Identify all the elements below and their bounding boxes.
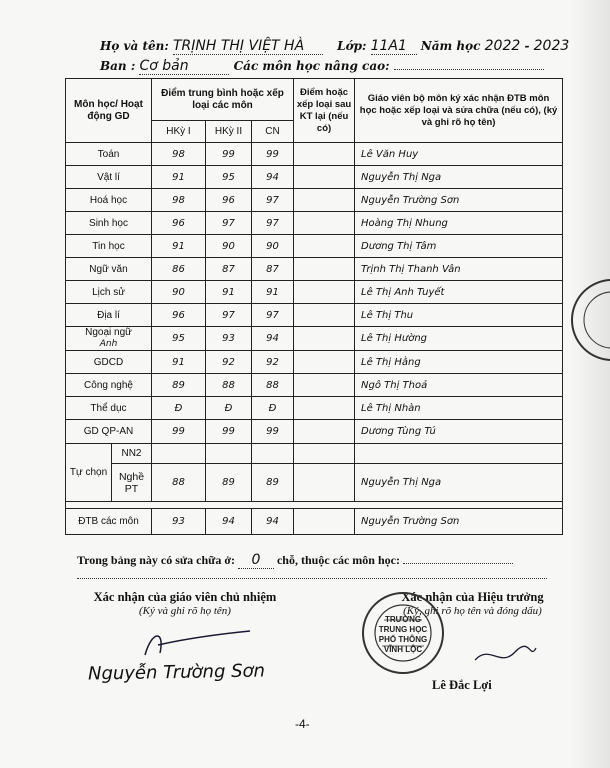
stream-value: Cơ bản bbox=[139, 58, 229, 75]
teacher-signature: Dương Tùng Tú bbox=[355, 420, 563, 444]
score-hk2: 97 bbox=[206, 304, 252, 327]
table-row bbox=[66, 464, 563, 502]
score-hk2: 91 bbox=[206, 281, 252, 304]
score-cn: 94 bbox=[252, 327, 294, 351]
principal-title: Xác nhận của Hiệu trưởng bbox=[401, 590, 544, 604]
subject-cell: GDCD bbox=[66, 351, 152, 374]
score-hk2: 92 bbox=[206, 351, 252, 374]
retake-cell bbox=[294, 374, 355, 397]
stream-info-line bbox=[100, 58, 544, 75]
table-row bbox=[66, 420, 563, 444]
principal-signature bbox=[470, 640, 540, 670]
table-row bbox=[66, 143, 563, 166]
score-cn: 97 bbox=[252, 304, 294, 327]
subject-name: Ngoại ngữ bbox=[85, 327, 132, 338]
teacher-signature: Trịnh Thị Thanh Vân bbox=[355, 258, 563, 281]
total-cn: 94 bbox=[252, 509, 294, 535]
score-cn: 94 bbox=[252, 166, 294, 189]
teacher-signature: Dương Thị Tâm bbox=[355, 235, 563, 258]
table-row bbox=[66, 212, 563, 235]
class-label: Lớp: bbox=[337, 39, 367, 53]
header-cn: CN bbox=[252, 121, 294, 143]
score-hk2: 99 bbox=[206, 420, 252, 444]
table-row bbox=[66, 166, 563, 189]
elective-subject: NN2 bbox=[112, 444, 152, 464]
subject-cell: Sinh học bbox=[66, 212, 152, 235]
retake-cell bbox=[294, 397, 355, 420]
teacher-signature: Lê Thị Hằng bbox=[355, 351, 563, 374]
retake-cell bbox=[294, 143, 355, 166]
retake-cell bbox=[294, 444, 355, 464]
score-hk1: 98 bbox=[152, 189, 206, 212]
score-hk2: 88 bbox=[206, 374, 252, 397]
score-hk1: 96 bbox=[152, 212, 206, 235]
score-hk1: 95 bbox=[152, 327, 206, 351]
subject-cell: Công nghệ bbox=[66, 374, 152, 397]
score-cn: 90 bbox=[252, 235, 294, 258]
table-row bbox=[66, 189, 563, 212]
homeroom-confirmation bbox=[80, 590, 290, 617]
score-hk1: 86 bbox=[152, 258, 206, 281]
retake-cell bbox=[294, 189, 355, 212]
table-row bbox=[66, 235, 563, 258]
score-hk2 bbox=[206, 444, 252, 464]
elective-subject: Nghề PT bbox=[112, 464, 152, 502]
table-row bbox=[66, 444, 563, 464]
table-total-row bbox=[66, 509, 563, 535]
retake-cell bbox=[294, 420, 355, 444]
subject-cell: Toán bbox=[66, 143, 152, 166]
retake-cell bbox=[294, 166, 355, 189]
teacher-signature: Lê Thị Anh Tuyết bbox=[355, 281, 563, 304]
score-hk1: 90 bbox=[152, 281, 206, 304]
stream-label: Ban : bbox=[100, 59, 136, 73]
year-from: 2022 bbox=[484, 38, 521, 54]
header-hk1: HKỳ I bbox=[152, 121, 206, 143]
subject-cell: Tin học bbox=[66, 235, 152, 258]
corrections-subjects bbox=[403, 563, 513, 564]
table-header-row bbox=[66, 79, 563, 121]
corrections-note bbox=[77, 552, 513, 569]
header-hk2: HKỳ II bbox=[206, 121, 252, 143]
score-cn: Đ bbox=[252, 397, 294, 420]
name-label: Họ và tên: bbox=[100, 39, 169, 53]
score-hk2: 99 bbox=[206, 143, 252, 166]
student-info-line bbox=[100, 38, 569, 55]
header-teacher-signature: Giáo viên bộ môn ký xác nhận ĐTB môn học hoặc xếp loại và sửa chữa (nếu có), (ký và ghi rõ họ tên) bbox=[355, 79, 563, 143]
teacher-signature: Nguyễn Trường Sơn bbox=[355, 189, 563, 212]
year-to: 2023 bbox=[533, 38, 570, 54]
elective-label: Tự chọn bbox=[66, 444, 112, 502]
homeroom-signature bbox=[140, 625, 260, 665]
retake-cell bbox=[294, 258, 355, 281]
table-row bbox=[66, 304, 563, 327]
subject-cell: Hoá học bbox=[66, 189, 152, 212]
score-hk1: 88 bbox=[152, 464, 206, 502]
homeroom-subtitle: (Ký và ghi rõ họ tên) bbox=[139, 605, 231, 617]
teacher-signature: Nguyễn Trường Sơn bbox=[355, 509, 563, 535]
total-label: ĐTB các môn bbox=[66, 509, 152, 535]
teacher-signature bbox=[355, 444, 563, 464]
teacher-signature: Hoàng Thị Nhung bbox=[355, 212, 563, 235]
score-hk1: 99 bbox=[152, 420, 206, 444]
subject-cell: Lịch sử bbox=[66, 281, 152, 304]
table-row bbox=[66, 351, 563, 374]
score-hk1: Đ bbox=[152, 397, 206, 420]
score-hk2: 93 bbox=[206, 327, 252, 351]
score-hk1: 89 bbox=[152, 374, 206, 397]
score-hk2: 90 bbox=[206, 235, 252, 258]
advanced-subjects-label: Các môn học nâng cao: bbox=[233, 59, 390, 73]
principal-name: Lê Đắc Lợi bbox=[432, 678, 492, 692]
score-cn: 91 bbox=[252, 281, 294, 304]
table-row bbox=[66, 327, 563, 351]
table-row bbox=[66, 281, 563, 304]
table-row bbox=[66, 258, 563, 281]
score-hk1: 91 bbox=[152, 351, 206, 374]
header-average: Điểm trung bình hoặc xếp loại các môn bbox=[152, 79, 294, 121]
teacher-signature: Nguyễn Thị Nga bbox=[355, 166, 563, 189]
score-hk2: 97 bbox=[206, 212, 252, 235]
partial-stamp-icon bbox=[568, 265, 610, 375]
total-hk2: 94 bbox=[206, 509, 252, 535]
score-hk2: 89 bbox=[206, 464, 252, 502]
student-name: TRỊNH THỊ VIỆT HÀ bbox=[173, 38, 323, 55]
year-label: Năm học bbox=[420, 39, 481, 53]
page-edge-shadow bbox=[570, 0, 610, 768]
score-cn: 99 bbox=[252, 420, 294, 444]
retake-cell bbox=[294, 235, 355, 258]
score-hk1: 91 bbox=[152, 235, 206, 258]
score-cn: 97 bbox=[252, 212, 294, 235]
retake-cell bbox=[294, 212, 355, 235]
subject-cell bbox=[66, 327, 152, 351]
principal-subtitle: (Ký, ghi rõ họ tên và đóng dấu) bbox=[403, 605, 542, 617]
school-stamp-text: TRƯỜNG TRUNG HỌC PHỔ THÔNG VĨNH LỘC bbox=[378, 615, 428, 654]
subject-language-note: Anh bbox=[99, 339, 118, 349]
teacher-signature: Lê Văn Huy bbox=[355, 143, 563, 166]
corrections-suffix: chỗ, thuộc các môn học: bbox=[276, 553, 400, 567]
score-hk1: 96 bbox=[152, 304, 206, 327]
score-cn: 89 bbox=[252, 464, 294, 502]
retake-cell bbox=[294, 509, 355, 535]
score-cn: 97 bbox=[252, 189, 294, 212]
score-cn: 87 bbox=[252, 258, 294, 281]
teacher-signature: Ngô Thị Thoả bbox=[355, 374, 563, 397]
total-hk1: 93 bbox=[152, 509, 206, 535]
retake-cell bbox=[294, 327, 355, 351]
retake-cell bbox=[294, 351, 355, 374]
header-subject: Môn học/ Hoạt động GD bbox=[66, 79, 152, 143]
score-cn: 88 bbox=[252, 374, 294, 397]
page-number: -4- bbox=[295, 717, 310, 731]
corrections-extra-line bbox=[77, 578, 547, 579]
score-hk1: 91 bbox=[152, 166, 206, 189]
retake-cell bbox=[294, 281, 355, 304]
teacher-signature: Lê Thị Hường bbox=[355, 327, 563, 351]
table-row bbox=[66, 374, 563, 397]
score-hk2: 87 bbox=[206, 258, 252, 281]
grades-table bbox=[65, 78, 563, 535]
header-retake: Điểm hoặc xếp loại sau KT lại (nếu có) bbox=[294, 79, 355, 143]
score-cn: 92 bbox=[252, 351, 294, 374]
subject-cell: Địa lí bbox=[66, 304, 152, 327]
corrections-prefix: Trong bảng này có sửa chữa ở: bbox=[77, 553, 235, 567]
score-hk2: 96 bbox=[206, 189, 252, 212]
homeroom-title: Xác nhận của giáo viên chủ nhiệm bbox=[93, 590, 277, 604]
score-hk2: Đ bbox=[206, 397, 252, 420]
table-spacer-row bbox=[66, 502, 563, 509]
class-value: 11A1 bbox=[371, 38, 417, 55]
subject-cell: GD QP-AN bbox=[66, 420, 152, 444]
subject-cell: Vật lí bbox=[66, 166, 152, 189]
table-row bbox=[66, 397, 563, 420]
teacher-signature: Lê Thị Thu bbox=[355, 304, 563, 327]
score-cn: 99 bbox=[252, 143, 294, 166]
homeroom-name: Nguyễn Trường Sơn bbox=[87, 660, 266, 685]
teacher-signature: Nguyễn Thị Nga bbox=[355, 464, 563, 502]
teacher-signature: Lê Thị Nhàn bbox=[355, 397, 563, 420]
score-hk2: 95 bbox=[206, 166, 252, 189]
advanced-subjects-value bbox=[394, 69, 544, 70]
retake-cell bbox=[294, 304, 355, 327]
subject-cell: Thể dục bbox=[66, 397, 152, 420]
score-cn bbox=[252, 444, 294, 464]
score-hk1 bbox=[152, 444, 206, 464]
retake-cell bbox=[294, 464, 355, 502]
score-hk1: 98 bbox=[152, 143, 206, 166]
year-separator: - bbox=[524, 39, 530, 53]
corrections-count: 0 bbox=[238, 552, 274, 569]
subject-cell: Ngữ văn bbox=[66, 258, 152, 281]
